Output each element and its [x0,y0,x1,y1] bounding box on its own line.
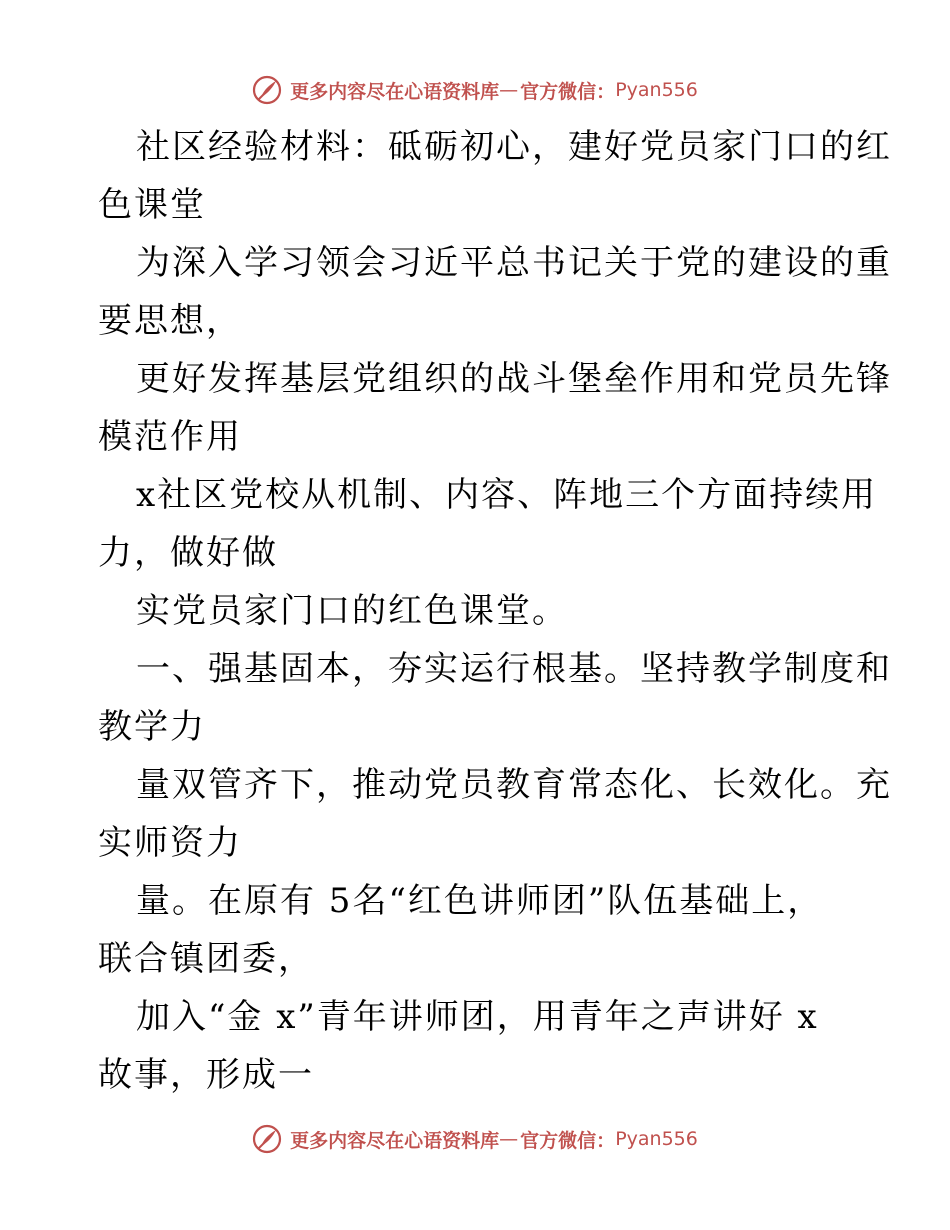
text-line: 力，做好做 [98,533,278,573]
banner-main-text: 更多内容尽在心语资料库 [290,80,500,103]
text-line: 量。在原有 5名“红色讲师团”队伍基础上， [136,881,824,921]
text-line: 一、强基固本，夯实运行根基。坚持教学制度和 [136,649,892,689]
text-line: 教学力 [98,707,206,747]
banner-main-text: 更多内容尽在心语资料库 [290,1129,500,1152]
text-line: 联合镇团委， [98,939,314,979]
text-line: 社区经验材料：砥砺初心，建好党员家门口的红 [136,127,892,167]
text-line: 要思想， [98,301,242,341]
text-line: 加入“金 x”青年讲师团，用青年之声讲好 x [136,997,819,1037]
text-line: 量双管齐下，推动党员教育常态化、长效化。充 [136,765,892,805]
text-line: 为深入学习领会习近平总书记关于党的建设的重 [136,243,892,283]
banner-separator: — [499,1128,519,1150]
banner-official-label: 官方微信： [520,1129,616,1152]
banner-wechat-id: Pyan556 [615,1128,698,1150]
banner-official-label: 官方微信： [520,80,616,103]
feather-pen-logo-icon [252,75,282,105]
text-line: 实党员家门口的红色课堂。 [136,591,568,631]
footer-banner [0,1119,950,1159]
text-line: 模范作用 [98,417,242,457]
text-line: x社区党校从机制、内容、阵地三个方面持续用 [136,475,878,515]
text-line: 实师资力 [98,823,242,863]
text-line: 故事，形成一 [98,1055,314,1095]
feather-pen-logo-icon [252,1124,282,1154]
text-line: 更好发挥基层党组织的战斗堡垒作用和党员先锋 [136,359,892,399]
text-line: 色课堂 [98,185,206,225]
banner-separator: — [499,79,519,101]
banner-wechat-id: Pyan556 [615,79,698,101]
document-body [98,118,892,1104]
header-banner [0,70,950,110]
